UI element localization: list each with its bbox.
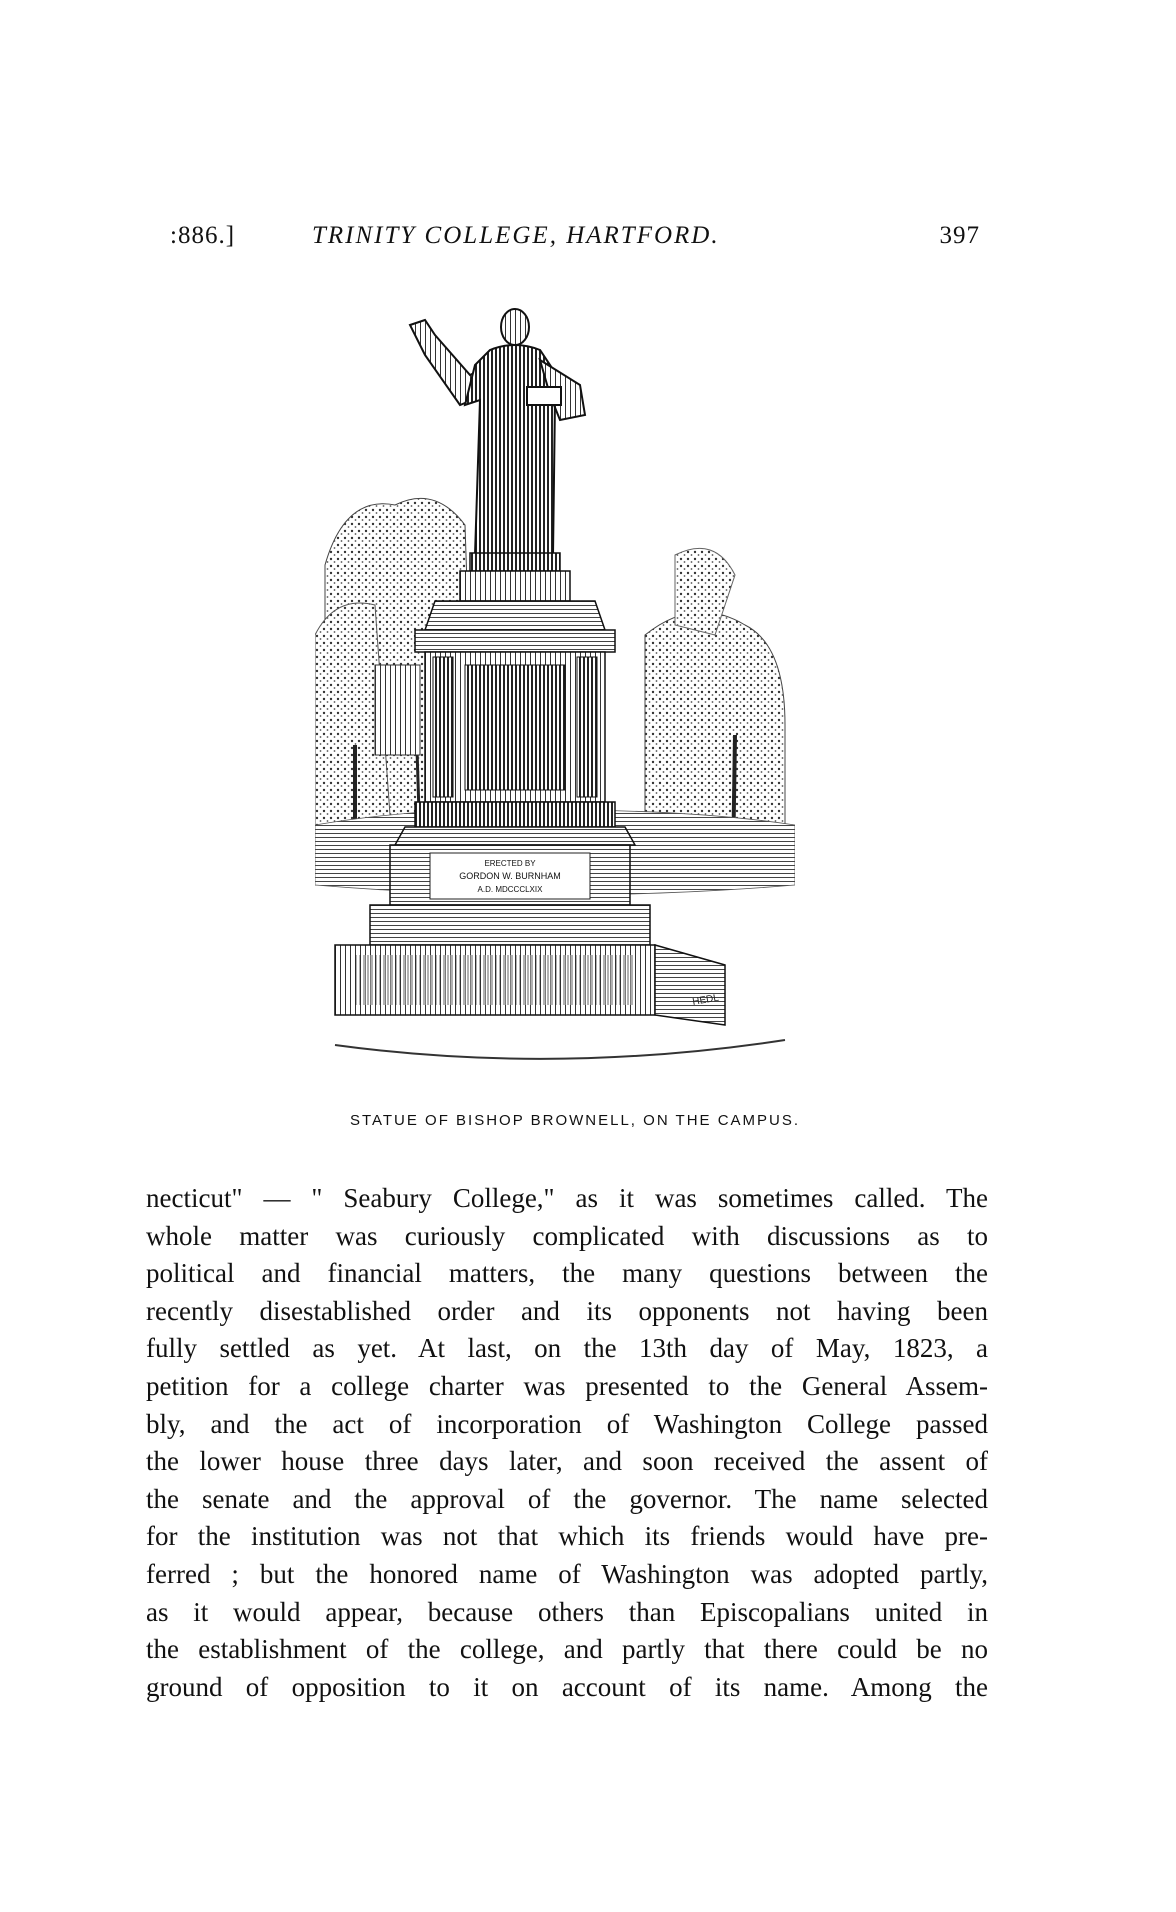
text-line: the establishment of the college, and partly that there could be no — [146, 1634, 988, 1665]
text-line: ground of opposition to it on account of its name. Among the — [146, 1671, 988, 1702]
text-line: as it would appear, because others than Episcopalians united in — [146, 1596, 988, 1627]
text-line: for the institution was not that which its friends would have pre- — [146, 1521, 988, 1552]
figure-caption: STATUE OF BISHOP BROWNELL, ON THE CAMPUS. — [349, 1112, 801, 1129]
text-line: the senate and the approval of the governor. The name selected — [146, 1483, 988, 1514]
text-line: bly, and the act of incorporation of Washington College passed — [146, 1408, 988, 1439]
text-line: political and financial matters, the many questions between the — [146, 1258, 988, 1289]
header-left-mark: :886.] — [170, 222, 236, 249]
text-line: the lower house three days later, and soon received the assent of — [146, 1446, 988, 1477]
page-number: 397 — [939, 222, 980, 249]
text-line: ferred ; but the honored name of Washington was adopted partly, — [146, 1558, 988, 1589]
plaque-line-2: GORDON W. BURNHAM — [459, 871, 561, 881]
plaque-line-3: A.D. MDCCCLXIX — [477, 885, 543, 894]
body-paragraph — [146, 1180, 988, 1706]
engraver-mark: HEDL — [691, 992, 720, 1008]
plaque-line-1: ERECTED BY — [484, 859, 536, 868]
statue-illustration — [315, 305, 795, 1095]
text-line: necticut" — " Seabury College," as it was sometimes called. The — [146, 1183, 988, 1213]
text-line: petition for a college charter was presented to the General Assem- — [146, 1370, 988, 1401]
running-header — [170, 222, 980, 262]
running-title: TRINITY COLLEGE, HARTFORD. — [312, 222, 720, 249]
text-line: recently disestablished order and its opponents not having been — [146, 1295, 988, 1326]
text-line: whole matter was curiously complicated with discussions as to — [146, 1220, 988, 1251]
text-line: fully settled as yet. At last, on the 13th day of May, 1823, a — [146, 1333, 988, 1364]
